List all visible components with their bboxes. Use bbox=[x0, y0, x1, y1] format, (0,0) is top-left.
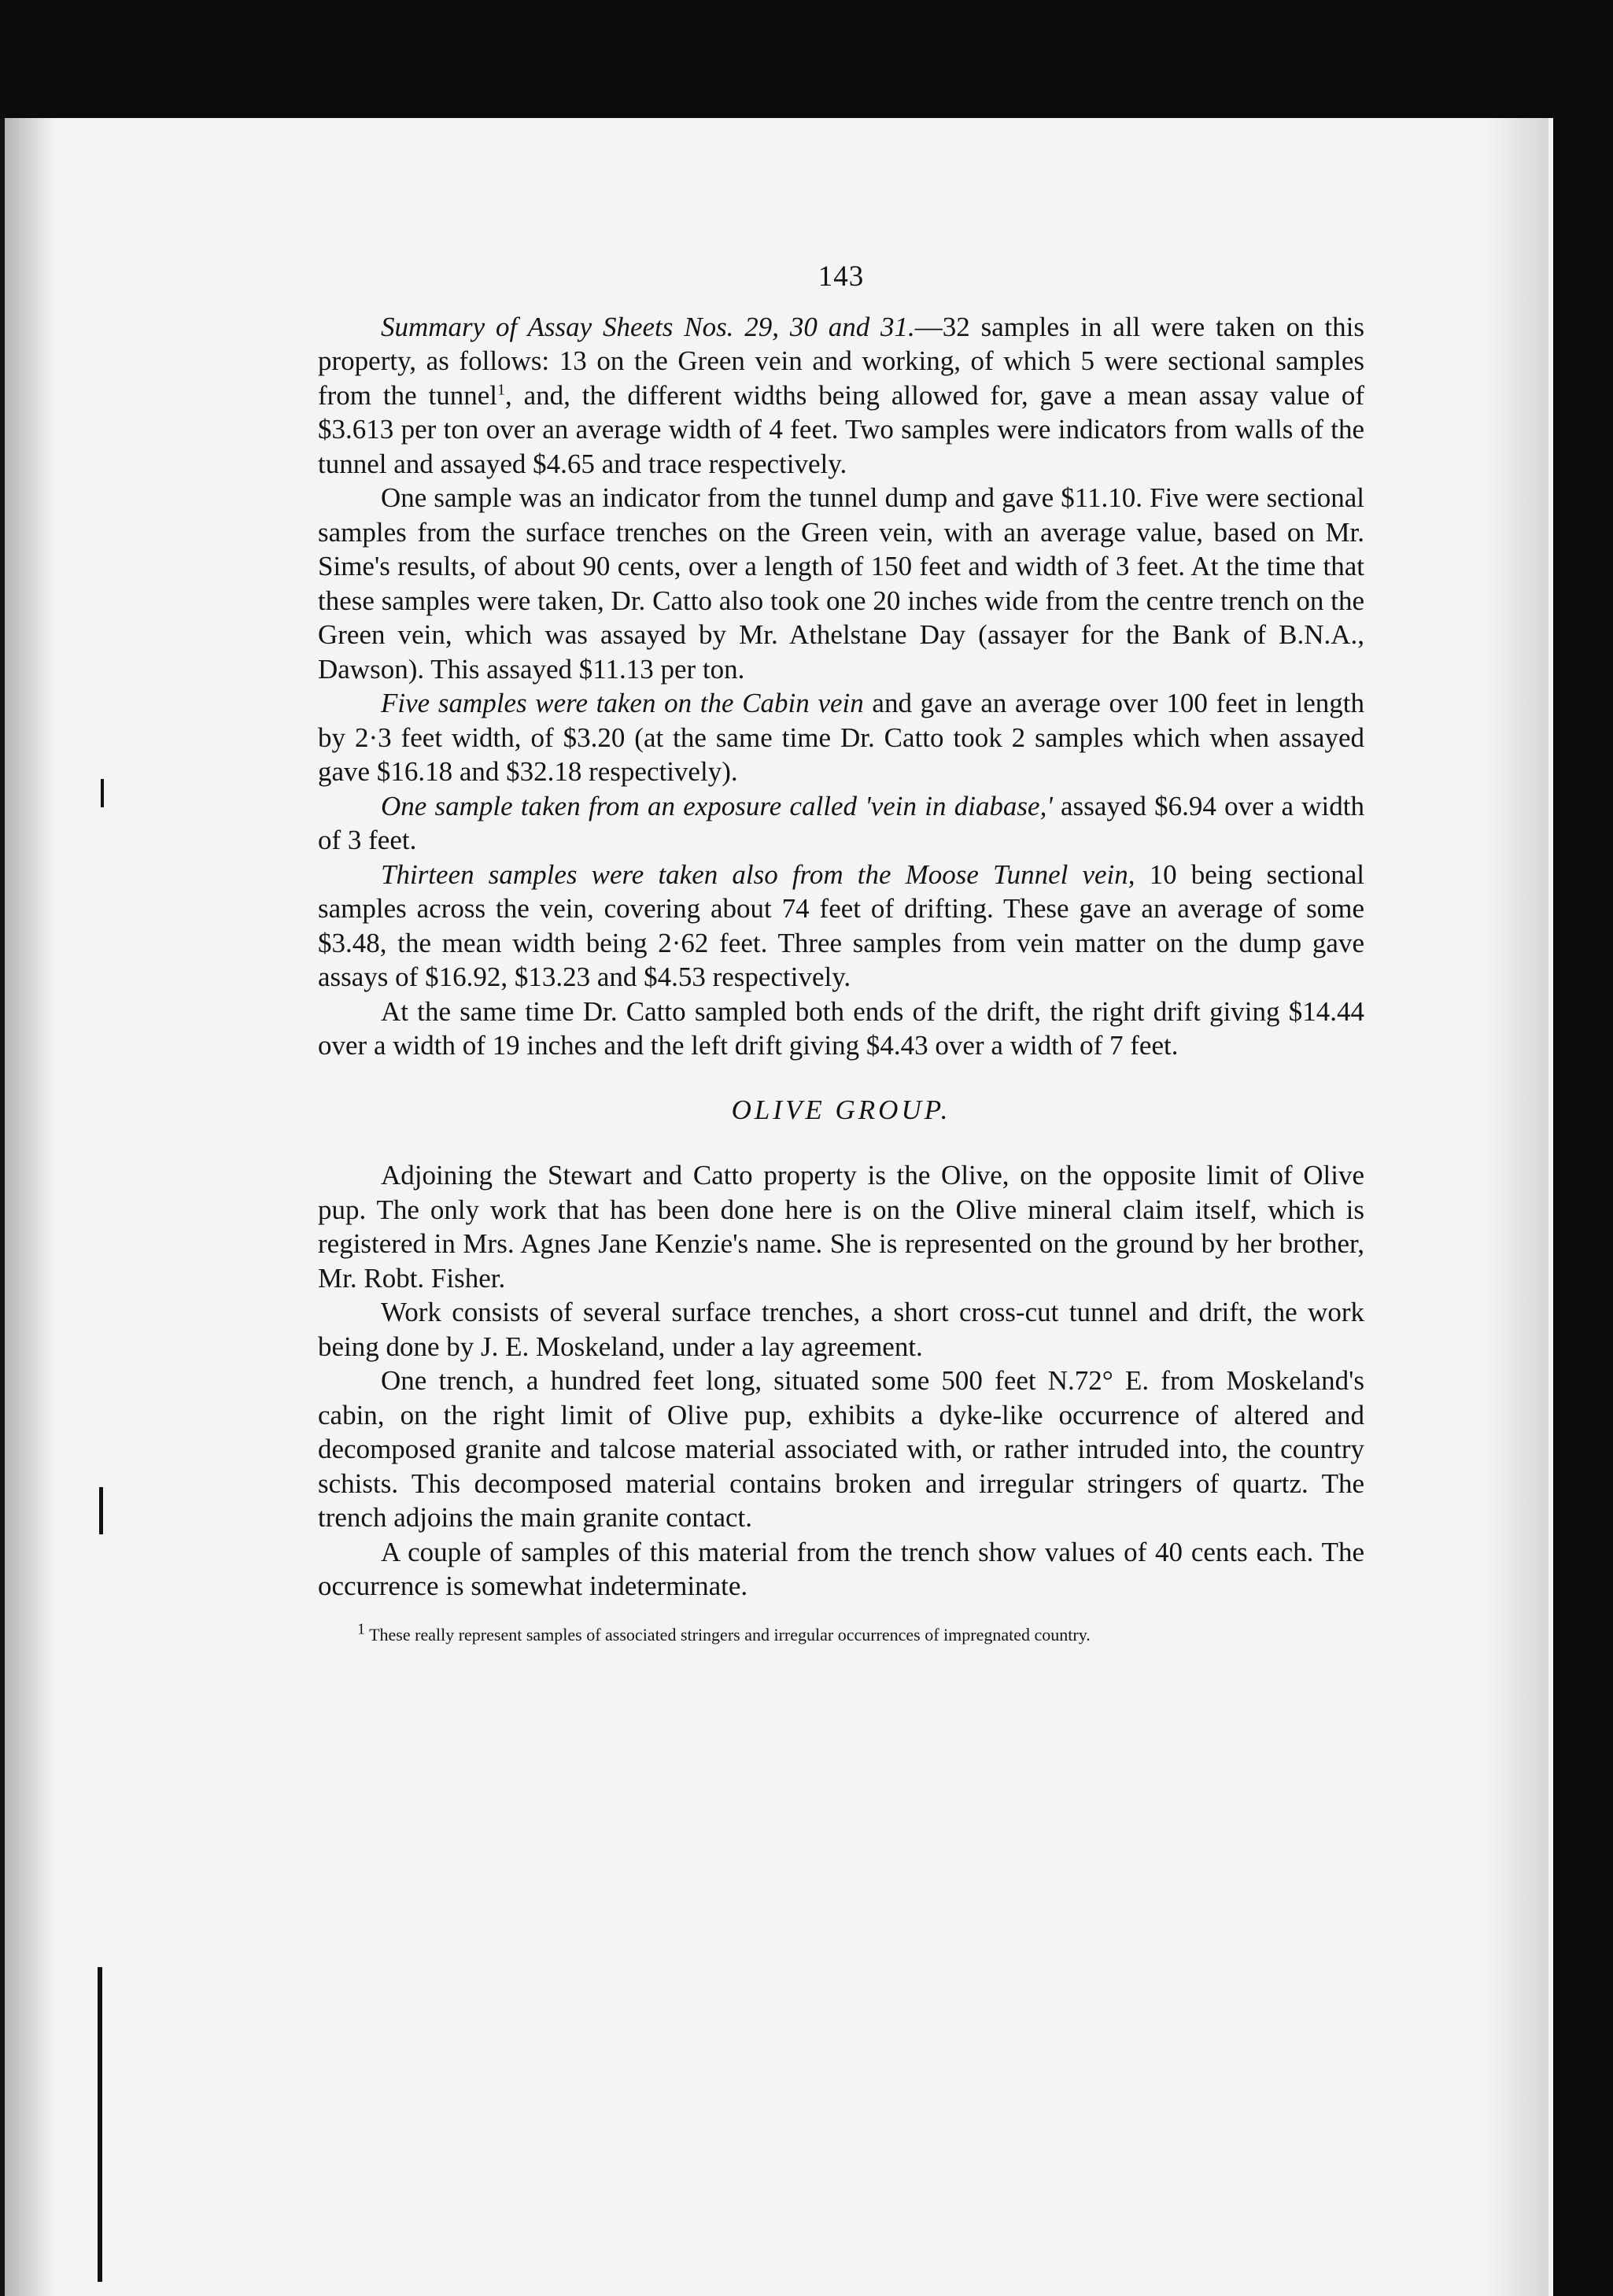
diabase-text: assayed $6.94 over a width of 3 feet. bbox=[318, 790, 1364, 855]
paragraph-cabin-vein bbox=[318, 686, 1364, 789]
summary-text: —32 samples in all were taken on this property, as follows: 13 on the Green vein and working, of which 5 were sectional samples from the tunnel bbox=[318, 311, 1364, 411]
summary-text-cont: , and, the different widths being allowed for, gave a mean assay value of $3.613 per ton over an average width of 4 feet. Two samples were indicators from walls of the tunnel and assayed $4.65 and trace respectively. bbox=[318, 379, 1365, 479]
page-text-block bbox=[318, 260, 1364, 1644]
paragraph-tunnel-dump: One sample was an indicator from the tunnel dump and gave $11.10. Five were sectional samples from the surface trenches on the Green vein, with an average value, based on Mr. Sime's results, of about 90 cents, over a length of 150 feet and width of 3 feet. At the time that these samples were taken, Dr. Catto also took one 20 inches wide from the centre trench on the Green vein, which was assayed by Mr. Athelstane Day (assayer for the Bank of B.N.A., Dawson). This assayed $11.13 per ton. bbox=[318, 482, 1364, 685]
paragraph-olive-trench: One trench, a hundred feet long, situated some 500 feet N.72° E. from Moskeland's cabin, on the right limit of Olive pup, exhibits a dyke-like occurrence of altered and decomposed granite and talcose material associated with, or rather intruded into, the country schists. This decomposed material contains broken and irregular stringers of quartz. The trench adjoins the main granite contact. bbox=[318, 1365, 1364, 1533]
page-gutter-shadow bbox=[0, 118, 55, 2296]
cabin-vein-text: and gave an average over 100 feet in length by 2·3 feet width, of $3.20 (at the same time Dr. Catto took 2 samples which when assayed gave $16.18 and $32.18 respectively). bbox=[318, 688, 1364, 787]
paragraph-olive-samples: A couple of samples of this material from the trench show values of 40 cents each. The occurrence is somewhat indeterminate. bbox=[318, 1536, 1364, 1601]
diabase-lead: One sample taken from an exposure called 'vein in diabase,' bbox=[381, 790, 1053, 821]
binding-mark bbox=[99, 1487, 103, 1534]
binding-mark bbox=[98, 1967, 102, 2282]
moose-tunnel-lead: Thirteen samples were taken also from the Moose Tunnel vein, bbox=[381, 858, 1135, 890]
footnote-text: These really represent samples of associated stringers and irregular occurrences of impregnated country. bbox=[365, 1624, 1091, 1644]
summary-heading: Summary of Assay Sheets Nos. 29, 30 and 31. bbox=[381, 311, 915, 342]
paragraph-diabase bbox=[318, 789, 1364, 858]
page-number: 143 bbox=[818, 260, 865, 293]
paragraph-drift: At the same time Dr. Catto sampled both ends of the drift, the right drift giving $14.44 over a width of 19 inches and the left drift giving $4.43 over a width of 7 feet. bbox=[318, 995, 1364, 1061]
paragraph-olive-work: Work consists of several surface trenches, a short cross-cut tunnel and drift, the work being done by J. E. Moskeland, under a lay agreement. bbox=[318, 1297, 1364, 1362]
binding-mark bbox=[101, 779, 104, 807]
cabin-vein-lead: Five samples were taken on the Cabin vein bbox=[381, 688, 864, 718]
paragraph-olive-intro: Adjoining the Stewart and Catto property is the Olive, on the opposite limit of Olive pup. The only work that has been done here is on the Olive mineral claim itself, which is registered in Mrs. Agnes Jane Kenzie's name. She is represented on the ground by her brother, Mr. Robt. Fisher. bbox=[318, 1160, 1364, 1294]
paragraph-moose-tunnel bbox=[318, 858, 1364, 995]
section-heading: OLIVE GROUP. bbox=[731, 1094, 951, 1125]
footnote-marker: 1 bbox=[357, 1620, 365, 1638]
summary-paragraph bbox=[318, 310, 1364, 482]
page-edge-shadow bbox=[1486, 118, 1548, 2296]
footnote-reference: 1 bbox=[497, 380, 505, 398]
moose-tunnel-text: 10 being sectional samples across the vein, covering about 74 feet of drifting. These gave an average of some $3.48, the mean width being 2·62 feet. Three samples from vein matter on the dump gave assays of $16.92, $13.23 and $4.53 respectively. bbox=[318, 858, 1365, 992]
footnote bbox=[318, 1620, 1364, 1644]
